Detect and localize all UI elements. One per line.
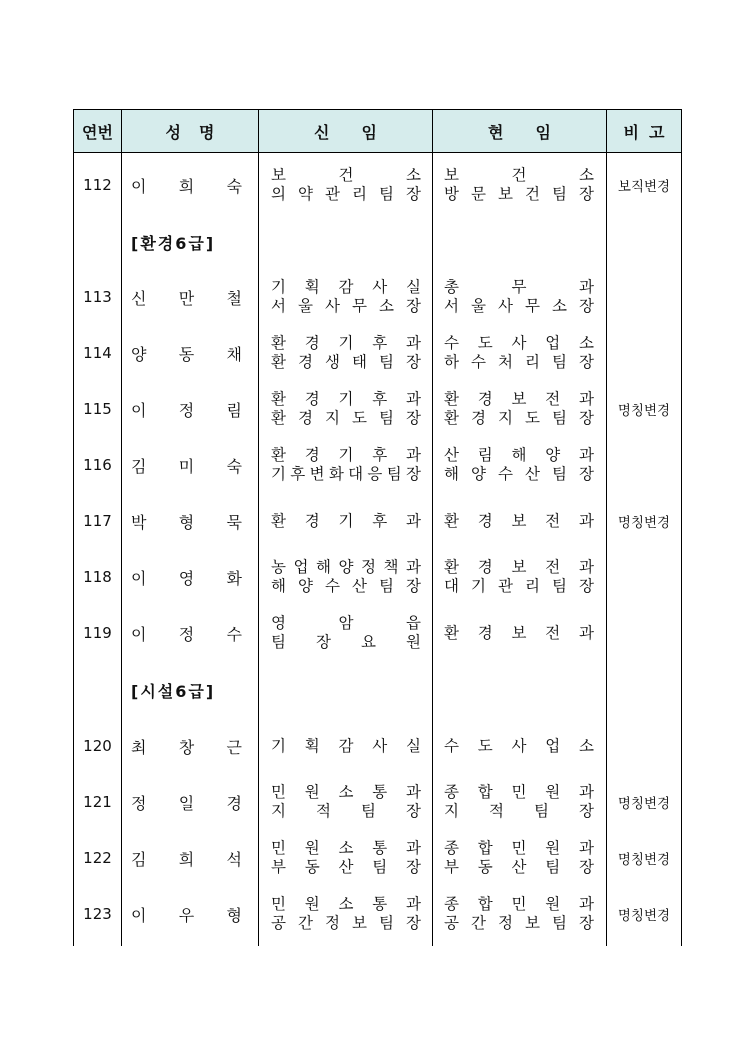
position-line: 환 경 보 전 과: [444, 623, 594, 642]
table-row: [74, 325, 681, 381]
position-line: 환 경 기 후 과: [271, 446, 421, 464]
position-line: 보 건 소: [444, 166, 594, 184]
position-line: 산 림 해 양 과: [444, 446, 594, 464]
current-position: [444, 381, 594, 437]
row-number: 113: [83, 288, 112, 306]
person-name: 박 형 묵: [131, 512, 242, 532]
row-number: 121: [83, 793, 112, 811]
current-position: [444, 493, 594, 549]
position-line: 지 적 팀 장: [444, 802, 594, 820]
row-number: 119: [83, 624, 112, 642]
current-position: [444, 325, 594, 381]
position-line: 팀 장 요 원: [271, 633, 421, 651]
position-line: 기 획 감 사 실: [271, 278, 421, 296]
position-line: 대 기 관 리 팀 장: [444, 577, 594, 595]
note: 명칭변경: [617, 796, 671, 812]
note: 명칭변경: [617, 403, 671, 419]
new-position: [271, 718, 421, 774]
header-name: 성명: [165, 122, 233, 142]
position-line: 민 원 소 통 과: [271, 895, 421, 913]
table-row: [74, 381, 681, 437]
person-name: 이 희 숙: [131, 176, 242, 196]
row-number: 123: [83, 905, 112, 923]
section-heading: [환경6급]: [131, 233, 216, 253]
row-number: 112: [83, 176, 112, 194]
position-line: 기 획 감 사 실: [271, 736, 421, 755]
position-line: 종 합 민 원 과: [444, 895, 594, 913]
personnel-table: [73, 109, 682, 946]
current-position: [444, 437, 594, 493]
current-position: [444, 830, 594, 886]
position-line: 영 암 읍: [271, 614, 421, 632]
new-position: [271, 157, 421, 213]
table-row: [74, 549, 681, 605]
header-new-post: 신임: [314, 122, 409, 142]
note: [607, 718, 681, 774]
position-line: 환 경 보 전 과: [444, 390, 594, 408]
position-line: 환 경 기 후 과: [271, 390, 421, 408]
header-note: 비고: [623, 122, 675, 142]
current-position: [444, 774, 594, 830]
position-line: 환 경 보 전 과: [444, 511, 594, 530]
person-name: 양 동 채: [131, 344, 242, 364]
new-position: [271, 830, 421, 886]
note: [607, 269, 681, 325]
current-position: [444, 886, 594, 942]
new-position: [271, 381, 421, 437]
person-name: 김 미 숙: [131, 456, 242, 476]
position-line: 하 수 처 리 팀 장: [444, 353, 594, 371]
person-name: 김 희 석: [131, 849, 242, 869]
note: 명칭변경: [617, 852, 671, 868]
person-name: 신 만 철: [131, 288, 242, 308]
table-row: [74, 157, 681, 213]
position-line: 환 경 지 도 팀 장: [444, 409, 594, 427]
position-line: 기 후 변 화 대 응 팀 장: [271, 465, 421, 483]
position-line: 민 원 소 통 과: [271, 839, 421, 857]
new-position: [271, 493, 421, 549]
row-number: 115: [83, 400, 112, 418]
row-number: 122: [83, 849, 112, 867]
position-line: 환 경 기 후 과: [271, 334, 421, 352]
person-name: 이 정 수: [131, 624, 242, 644]
new-position: [271, 269, 421, 325]
position-line: 해 양 수 산 팀 장: [271, 577, 421, 595]
table-row: [74, 437, 681, 493]
table-row: [74, 718, 681, 774]
position-line: 공 간 정 보 팀 장: [271, 914, 421, 932]
table-row: [74, 830, 681, 886]
position-line: 수 도 사 업 소: [444, 736, 594, 755]
note: [607, 605, 681, 661]
position-line: 부 동 산 팀 장: [271, 858, 421, 876]
current-position: [444, 718, 594, 774]
new-position: [271, 886, 421, 942]
table-row: [74, 269, 681, 325]
row-number: 120: [83, 737, 112, 755]
note: 보직변경: [617, 179, 671, 195]
position-line: 환 경 지 도 팀 장: [271, 409, 421, 427]
header-no: 연번: [82, 122, 113, 142]
position-line: 방 문 보 건 팀 장: [444, 185, 594, 203]
position-line: 서 울 사 무 소 장: [271, 297, 421, 315]
person-name: 이 정 림: [131, 400, 242, 420]
person-name: 이 우 형: [131, 905, 242, 925]
row-number: 117: [83, 512, 112, 530]
note: [607, 549, 681, 605]
header-current-post: 현임: [488, 122, 583, 142]
table-header: [74, 110, 681, 153]
new-position: [271, 437, 421, 493]
current-position: [444, 269, 594, 325]
note: 명칭변경: [617, 908, 671, 924]
current-position: [444, 549, 594, 605]
note: 명칭변경: [617, 515, 671, 531]
position-line: 농 업 해 양 정 책 과: [271, 558, 421, 576]
position-line: 민 원 소 통 과: [271, 783, 421, 801]
new-position: [271, 605, 421, 661]
current-position: [444, 157, 594, 213]
row-number: 114: [83, 344, 112, 362]
new-position: [271, 774, 421, 830]
position-line: 의 약 관 리 팀 장: [271, 185, 421, 203]
position-line: 지 적 팀 장: [271, 802, 421, 820]
new-position: [271, 549, 421, 605]
position-line: 종 합 민 원 과: [444, 783, 594, 801]
table-row: [74, 886, 681, 942]
position-line: 부 동 산 팀 장: [444, 858, 594, 876]
position-line: 해 양 수 산 팀 장: [444, 465, 594, 483]
position-line: 총 무 과: [444, 278, 594, 296]
current-position: [444, 605, 594, 661]
position-line: 환 경 기 후 과: [271, 511, 421, 530]
position-line: 종 합 민 원 과: [444, 839, 594, 857]
person-name: 이 영 화: [131, 568, 242, 588]
person-name: 최 창 근: [131, 737, 242, 757]
position-line: 환 경 보 전 과: [444, 558, 594, 576]
table-row: [74, 493, 681, 549]
new-position: [271, 325, 421, 381]
position-line: 수 도 사 업 소: [444, 334, 594, 352]
table-row: [74, 605, 681, 661]
note: [607, 325, 681, 381]
table-row: [74, 774, 681, 830]
person-name: 정 일 경: [131, 793, 242, 813]
row-number: 116: [83, 456, 112, 474]
position-line: 환 경 생 태 팀 장: [271, 353, 421, 371]
note: [607, 437, 681, 493]
row-number: 118: [83, 568, 112, 586]
position-line: 공 간 정 보 팀 장: [444, 914, 594, 932]
position-line: 보 건 소: [271, 166, 421, 184]
position-line: 서 울 사 무 소 장: [444, 297, 594, 315]
section-heading: [시설6급]: [131, 682, 216, 701]
